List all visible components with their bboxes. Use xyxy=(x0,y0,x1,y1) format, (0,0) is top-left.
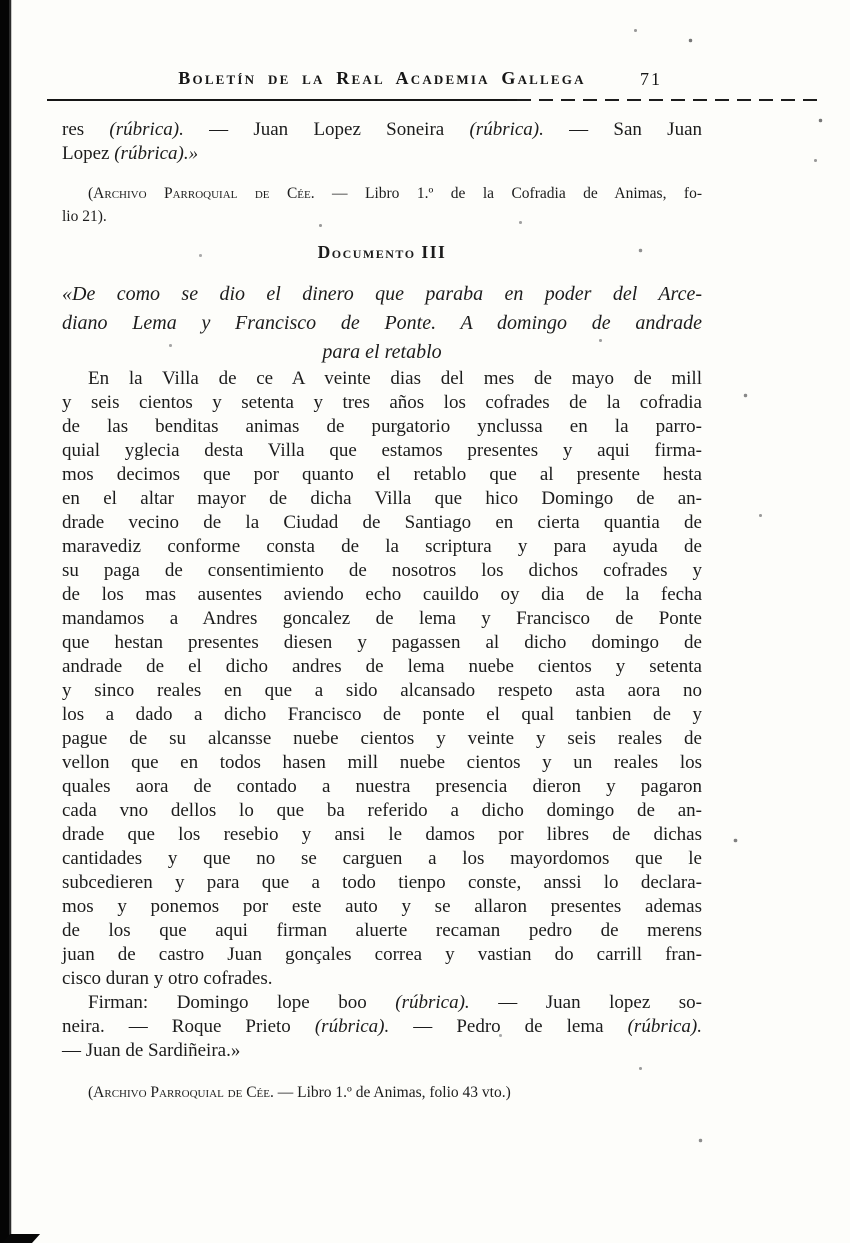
text-line xyxy=(62,991,702,1015)
closing-paragraph xyxy=(62,118,702,166)
text-segment: ( xyxy=(88,1084,94,1101)
text-segment: — Pedro de lema xyxy=(389,1016,628,1037)
text-line xyxy=(62,182,702,205)
text-line: y sinco reales en que a sido alcansado respeto asta aora no xyxy=(62,680,702,701)
text-line: subcedieren y para que a todo tienpo conste, anssi lo declara- xyxy=(62,872,702,893)
text-line: mos y ponemos por este auto y se allaron presentes ademas xyxy=(62,896,702,917)
text-line: para el retablo xyxy=(322,341,442,363)
text-line: drade que los resebio y ansi le damos por libres de dichas xyxy=(62,824,702,845)
text-line: mandamos a Andres goncalez de lema y Francisco de Ponte xyxy=(62,608,702,629)
italic-text: (rúbrica).» xyxy=(114,143,199,164)
text-line: en el altar mayor de dicha Villa que hico Domingo de an- xyxy=(62,488,702,509)
text-segment: res xyxy=(62,119,110,140)
book-binding-strip xyxy=(0,0,13,1243)
archive-note-bottom xyxy=(62,1081,702,1104)
text-segment: — Juan de Sardiñeira.» xyxy=(62,1040,241,1061)
text-segment: lio 21). xyxy=(62,208,107,225)
body-paragraph xyxy=(62,367,702,991)
text-line: andrade de el dicho andres de lema nuebe cientos y setenta xyxy=(62,656,702,677)
page-header xyxy=(62,68,702,92)
italic-text: (rúbrica). xyxy=(469,119,544,140)
italic-text: (rúbrica). xyxy=(395,992,470,1013)
text-line: cantidades y que no se carguen a los mayordomos que le xyxy=(62,848,702,869)
small-caps-text: Archivo Parroquial de Cée xyxy=(93,185,311,202)
text-line xyxy=(62,118,702,142)
text-line: de los que aqui firman aluerte recaman pedro de merens xyxy=(62,920,702,941)
page-number: 71 xyxy=(640,69,662,89)
text-line xyxy=(62,1039,702,1063)
text-line: drade vecino de la Ciudad de Santiago en cierta quantia de xyxy=(62,512,702,533)
italic-text: (rúbrica). xyxy=(109,119,184,140)
text-line: de las benditas animas de purgatorio ynclussa en la parro- xyxy=(62,416,702,437)
page-content xyxy=(62,0,702,1104)
archive-note-top xyxy=(62,182,702,228)
text-segment: — Juan Lopez Soneira xyxy=(183,119,470,140)
text-segment: Firman: Domingo lope boo xyxy=(88,992,396,1013)
text-line: pague de su alcansse nuebe cientos y veinte y seis reales de xyxy=(62,728,702,749)
text-line: los a dado a dicho Francisco de ponte el qual tanbien de y xyxy=(62,704,702,725)
journal-title: Boletín de la Real Academia Gallega xyxy=(178,68,586,88)
text-segment: . — Libro 1.º de Animas, folio 43 vto.) xyxy=(270,1084,511,1101)
text-line xyxy=(62,142,702,166)
text-segment: — Juan lopez so- xyxy=(469,992,702,1013)
signatures-paragraph xyxy=(62,991,702,1063)
text-line xyxy=(62,205,702,228)
text-line: juan de castro Juan gonçales correa y vastian do carrill fran- xyxy=(62,944,702,965)
italic-text: (rúbrica). xyxy=(314,1016,390,1037)
text-line xyxy=(62,1081,702,1104)
text-line: cada vno dellos lo que ba referido a dicho domingo de an- xyxy=(62,800,702,821)
text-line: y seis cientos y setenta y tres años los cofrades de la cofradia xyxy=(62,392,702,413)
text-line: quales aora de contado a nuestra presencia dieron y pagaron xyxy=(62,776,702,797)
text-segment: Lopez xyxy=(62,143,115,164)
text-line: que hestan presentes diesen y pagassen al dicho domingo de xyxy=(62,632,702,653)
text-line: cisco duran y otro cofrades. xyxy=(62,968,273,989)
text-line: maravediz conforme consta de la scriptura y para ayuda de xyxy=(62,536,702,557)
text-line: de los mas ausentes aviendo echo cauildo oy dia de la fecha xyxy=(62,584,702,605)
document-label: Documento III xyxy=(317,242,447,262)
scan-noise xyxy=(0,0,1,1)
text-segment: . — Libro 1.º de la Cofradia de Animas, fo- xyxy=(310,185,702,202)
document-title xyxy=(62,280,702,367)
text-line xyxy=(62,1015,702,1039)
italic-text: (rúbrica). xyxy=(627,1016,702,1037)
text-segment: — San Juan xyxy=(543,119,703,140)
small-caps-text: Archivo Parroquial de Cée xyxy=(93,1084,270,1101)
text-line: «De como se dio el dinero que paraba en poder del Arce- xyxy=(62,283,702,305)
text-line: su paga de consentimiento de nosotros los dichos cofrades y xyxy=(62,560,702,581)
text-line: quial yglecia desta Villa que estamos presentes y aqui firma- xyxy=(62,440,702,461)
text-segment: ( xyxy=(88,185,94,202)
text-segment: neira. — Roque Prieto xyxy=(62,1016,315,1037)
text-line: diano Lema y Francisco de Ponte. A domingo de andrade xyxy=(62,312,702,334)
text-line: vellon que en todos hasen mill nuebe cientos y un reales los xyxy=(62,752,702,773)
text-line: En la Villa de ce A veinte dias del mes de mayo de mill xyxy=(88,368,702,389)
text-line: mos decimos que por quanto el retablo que al presente hesta xyxy=(62,464,702,485)
